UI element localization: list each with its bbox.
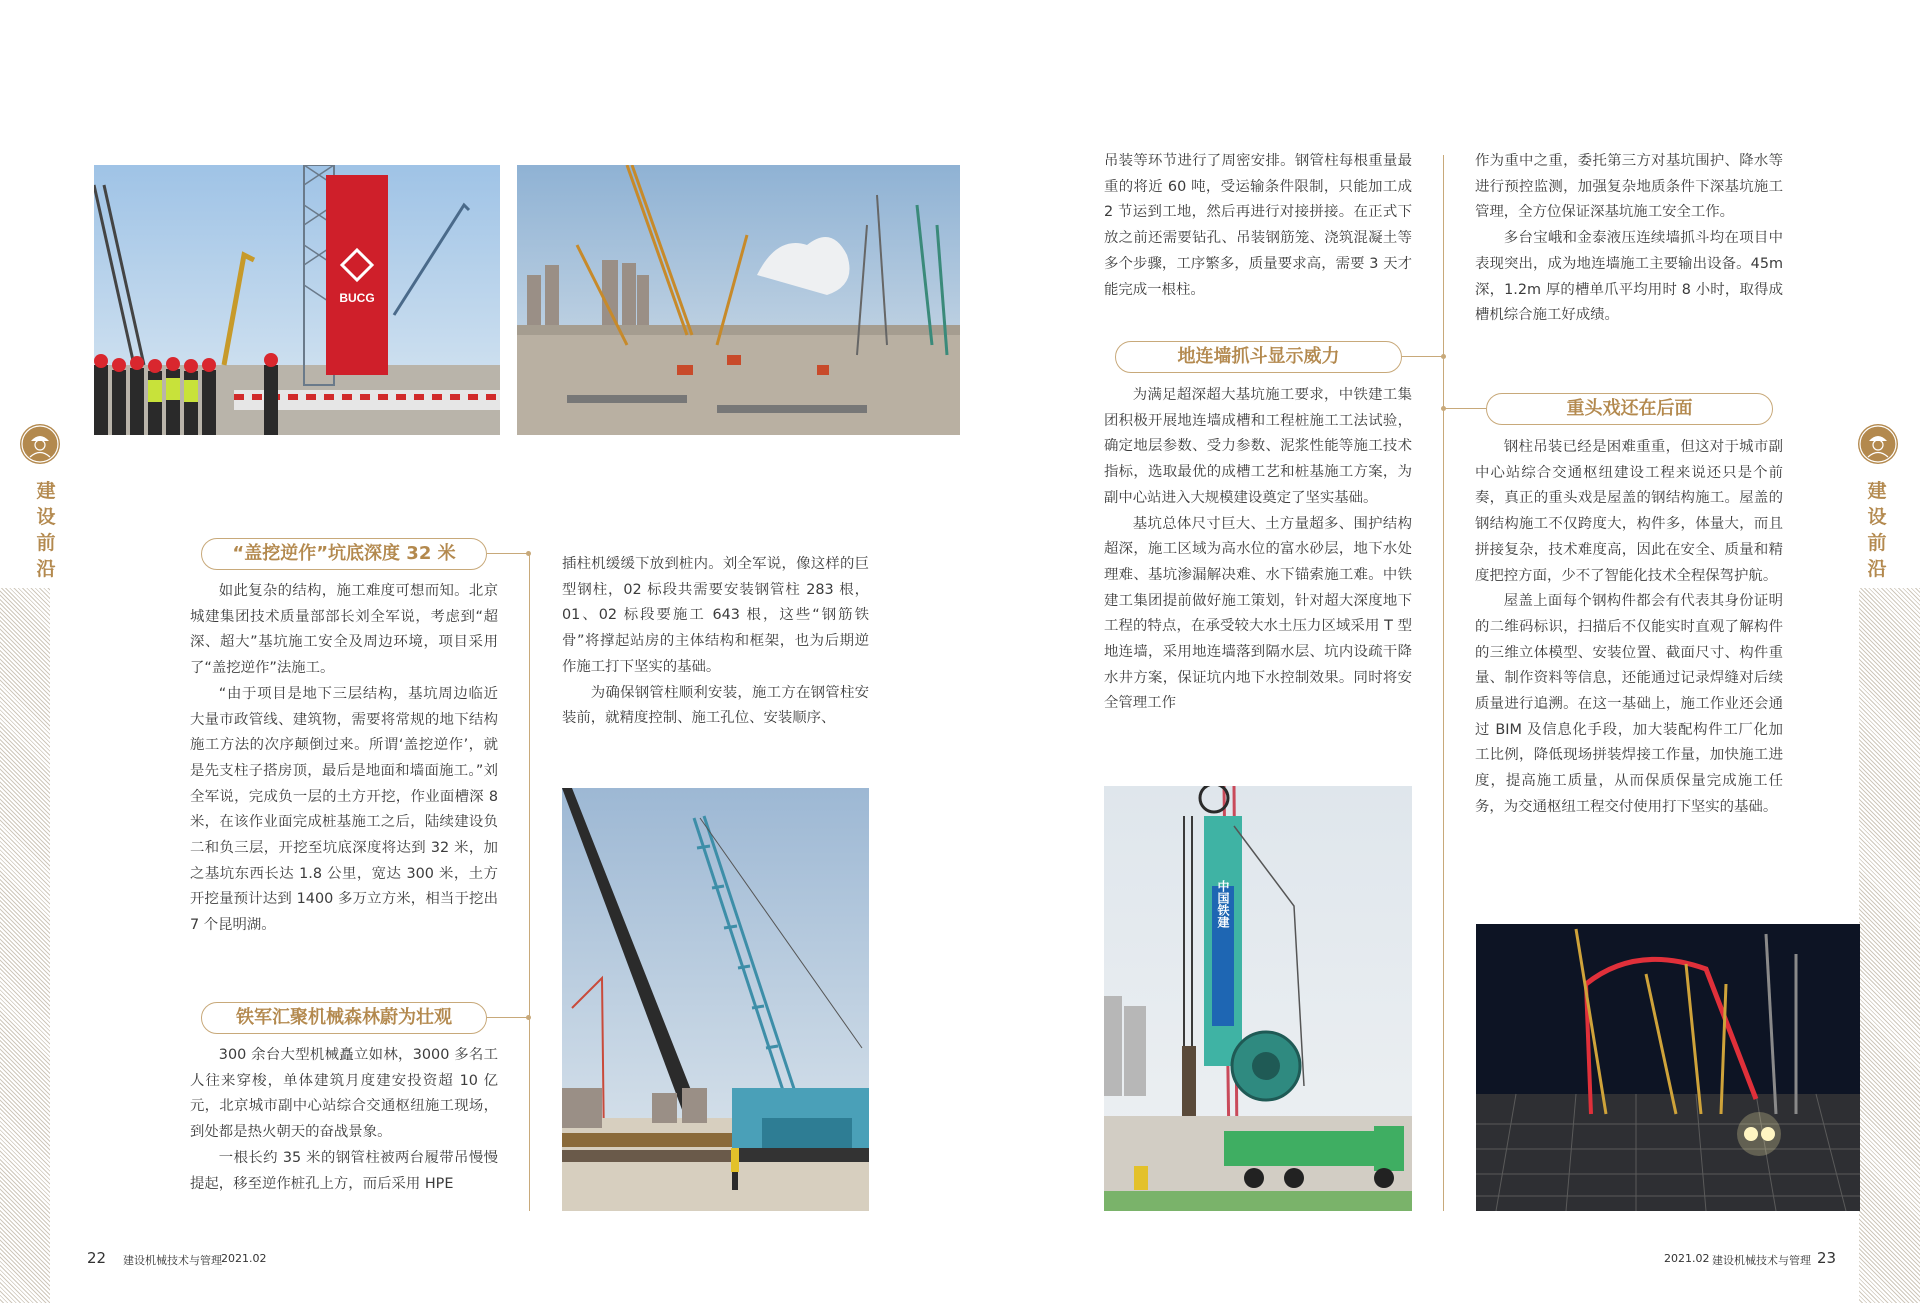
section-heading-finale: 重头戏还在后面 [1486, 393, 1773, 425]
paragraph: 基坑总体尺寸巨大、土方量超多、围护结构超深，施工区域为高水位的富水砂层，地下水处理难、基坑渗漏解决难、水下锚索施工难。中铁建工集团提前做好施工策划，针对超大深度地下工程的特点，在承受较大水土压力区域采用 T 型地连墙，采用地连墙落到隔水层、坑内设疏干降水井方案，保证坑内地下水控制效果。同时将安全管理工作 [1104, 515, 1412, 712]
divider-line [1402, 356, 1444, 357]
paragraph: 如此复杂的结构，施工难度可想而知。北京城建集团技术质量部部长刘全军说，考虑到“超深、超大”基坑施工安全及周边环境，项目采用了“盖挖逆作”法施工。 [190, 583, 498, 677]
banner-bucg-text: BUCG [339, 291, 375, 305]
right-column-1-text [1104, 383, 1412, 717]
photo-ceremony [94, 165, 500, 435]
page-number-right: 23 [1817, 1249, 1837, 1267]
divider-line [487, 553, 530, 554]
right-side-label: 建设前沿 [1867, 480, 1887, 580]
page-number-left: 22 [87, 1249, 107, 1267]
column-divider [1443, 155, 1444, 1211]
divider-line [1444, 408, 1486, 409]
right-column-1-top-text [1104, 149, 1412, 303]
paragraph: “由于项目是地下三层结构，基坑周边临近大量市政管线、建筑物，需要将常规的地下结构施工方法的次序颠倒过来。所谓‘盖挖逆作’，就是先支柱子搭房顶，最后是地面和墙面施工。”刘全军说，完成负一层的土方开挖，作业面槽深 8 米，在该作业面完成桩基施工之后，陆续建设负二和负三层，开挖至坑底深度将达到 32 米，加之基坑东西长达 1.8 公里，宽达 300 米，土方开挖量预计达到 1400 多万立方米，相当于挖出 7 个昆明湖。 [190, 685, 498, 934]
left-column-2-text [562, 552, 869, 732]
paragraph: 一根长约 35 米的钢管柱被两台履带吊慢慢提起，移至逆作桩孔上方，而后采用 HPE [190, 1149, 498, 1192]
left-column-1-text [190, 579, 498, 939]
left-column-1-lower-text [190, 1043, 498, 1197]
right-margin-pattern [1859, 588, 1920, 1303]
paragraph: 为满足超深超大基坑施工要求，中铁建工集团积极开展地连墙成槽和工程桩施工工法试验，确定地层参数、受力参数、泥浆性能等施工技术指标，选取最优的成槽工艺和桩基施工方案，为副中心站进入大规模建设奠定了坚实基础。 [1104, 387, 1412, 506]
photo-site-panorama [517, 165, 960, 435]
footer-magazine-name-left: 建设机械技术与管理 [123, 1254, 222, 1267]
paragraph: 钢柱吊装已经是困难重重，但这对于城市副中心站综合交通枢纽建设工程来说还只是个前奏，真正的重头戏是屋盖的钢结构施工。屋盖的钢结构施工不仅跨度大，构件多，体量大，而且拼接复杂，技术难度高，因此在安全、质量和精度把控方面，少不了智能化技术全程保驾护航。 [1475, 439, 1783, 584]
footer-issue-right: 2021.02 [1664, 1252, 1710, 1265]
section-heading-gaiwa: “盖挖逆作”坑底深度 32 米 [201, 538, 487, 570]
section-heading-machinery: 铁军汇聚机械森林蔚为壮观 [201, 1002, 487, 1034]
divider-line [487, 1017, 530, 1018]
rig-tower-text: 中国铁建 [1216, 880, 1230, 928]
footer-issue-left: 2021.02 [221, 1252, 267, 1265]
paragraph: 300 余台大型机械矗立如林，3000 多名工人往来穿梭，单体建筑月度建安投资超 10 亿元，北京城市副中心站综合交通枢纽施工现场，到处都是热火朝天的奋战景象。 [190, 1047, 498, 1141]
section-heading-grab: 地连墙抓斗显示威力 [1115, 341, 1402, 373]
divider-dot [1441, 354, 1446, 359]
paragraph: 吊装等环节进行了周密安排。钢管柱每根重量最重的将近 60 吨，受运输条件限制，只能加工成 2 节运到工地，然后再进行对接拼接。在正式下放之前还需要钻孔、吊装钢筋笼、浇筑混凝土等多个步骤，工序繁多，质量要求高，需要 3 天才能完成一根柱。 [1104, 153, 1412, 298]
footer-magazine-name-right: 建设机械技术与管理 [1712, 1254, 1811, 1267]
worker-avatar-icon [1858, 424, 1898, 464]
worker-avatar-icon [20, 424, 60, 464]
left-side-label: 建设前沿 [36, 480, 56, 580]
right-column-2-text [1475, 435, 1783, 821]
divider-dot [526, 1015, 531, 1020]
photo-crawler-crane [562, 788, 869, 1211]
paragraph: 为确保钢管柱顺利安装，施工方在钢管柱安装前，就精度控制、施工孔位、安装顺序、 [562, 684, 869, 727]
left-margin-pattern [0, 588, 50, 1303]
photo-night-construction [1476, 924, 1860, 1211]
paragraph: 作为重中之重，委托第三方对基坑围护、降水等进行预控监测，加强复杂地质条件下深基坑施工管理，全方位保证深基坑施工安全工作。 [1475, 153, 1783, 221]
photo-drill-rig [1104, 786, 1412, 1211]
paragraph: 多台宝峨和金泰液压连续墙抓斗均在项目中表现突出，成为地连墙施工主要输出设备。45m 深，1.2m 厚的槽单爪平均用时 8 小时，取得成槽机综合施工好成绩。 [1475, 230, 1783, 324]
paragraph: 插柱机缓缓下放到桩内。刘全军说，像这样的巨型钢柱，02 标段共需要安装钢管柱 283 根，01、02 标段要施工 643 根，这些“钢筋铁骨”将撑起站房的主体结构和框架，也为后期逆作施工打下坚实的基础。 [562, 556, 869, 675]
right-column-2-top-text [1475, 149, 1783, 329]
paragraph: 屋盖上面每个钢构件都会有代表其身份证明的二维码标识，扫描后不仅能实时直观了解构件的三维立体模型、安装位置、截面尺寸、构件重量、制作资料等信息，还能通过记录焊缝对后续质量进行追溯。在这一基础上，施工作业还会通过 BIM 及信息化手段，加大装配构件工厂化加工比例，降低现场拼装焊接工作量，加快施工进度，提高施工质量，从而保质保量完成施工任务，为交通枢纽工程交付使用打下坚实的基础。 [1475, 593, 1783, 815]
column-divider [529, 553, 530, 1211]
